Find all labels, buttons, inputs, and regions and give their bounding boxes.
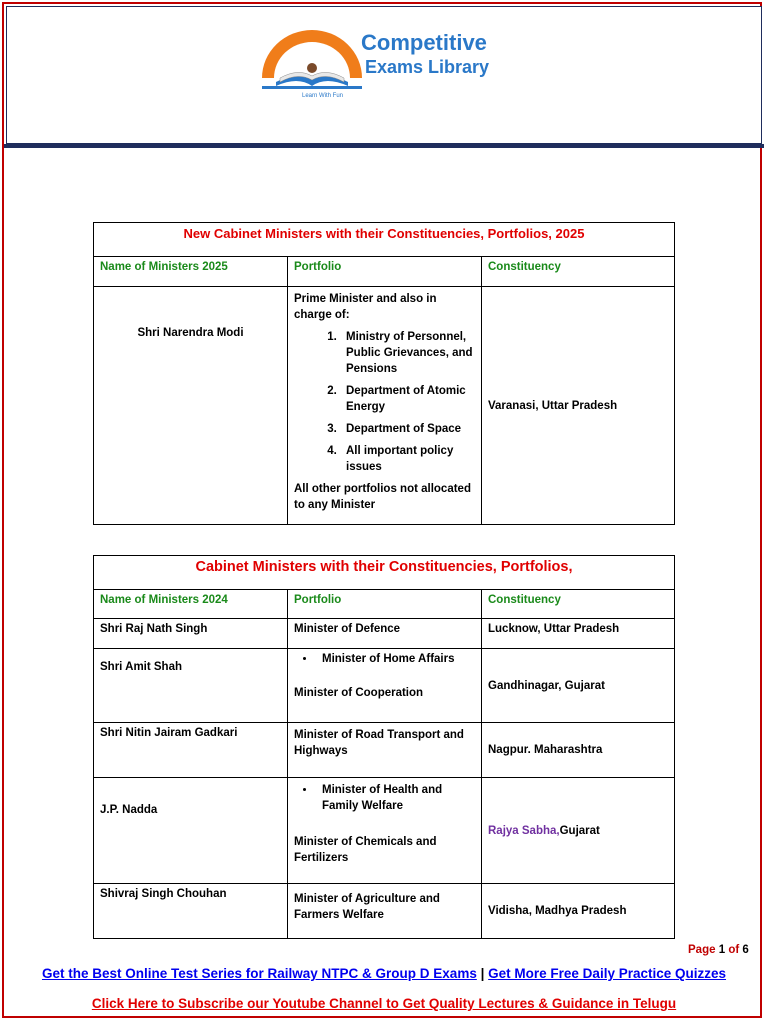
constituency-cell: Nagpur. Maharashtra [482,723,675,778]
minister-name: Shri Nitin Jairam Gadkari [94,723,288,778]
list-item: 4. All important policy issues [340,443,475,475]
list-item: • Minister of Health and Family Welfare [316,782,475,814]
portfolio-cell [288,287,482,525]
column-header-name: Name of Ministers 2024 [94,590,288,619]
portfolio-cell: Minister of Defence [288,619,482,649]
logo-tagline: Learn With Fun [302,93,344,99]
page-current: 1 [718,944,726,956]
portfolio-cell: Minister of Road Transport and Highways [288,723,482,778]
page-label: Page [688,944,716,956]
page-number [688,944,749,956]
list-item: 1. Ministry of Personnel, Public Grievances, and Pensions [340,329,475,377]
portfolio-extra: Minister of Cooperation [294,687,424,699]
portfolio-cell [288,649,482,723]
portfolio-list [294,653,475,665]
footer-youtube [0,996,768,1011]
new-cabinet-table [93,222,675,525]
portfolio-outro: All other portfolios not allocated to any Minister [294,483,471,511]
portfolio-extra: Minister of Chemicals and Fertilizers [294,836,437,864]
table-row [94,723,675,778]
constituency-cell: Gandhinagar, Gujarat [482,649,675,723]
minister-name: Shri Raj Nath Singh [94,619,288,649]
header-divider [4,144,764,148]
logo-line-2: Exams Library [365,57,490,77]
constituency-state: Gujarat [559,824,600,837]
table-title: Cabinet Ministers with their Constituencies, Portfolios, [94,556,675,590]
practice-quizzes-link[interactable]: Get More Free Daily Practice Quizzes [488,966,727,981]
constituency-house: Rajya Sabha, [488,824,560,837]
portfolio-cell [288,778,482,884]
table-title: New Cabinet Ministers with their Constituencies, Portfolios, 2025 [94,223,675,257]
column-header-portfolio: Portfolio [288,257,482,287]
link-separator: | [480,966,485,981]
column-header-constituency: Constituency [482,590,675,619]
constituency-cell: Varanasi, Uttar Pradesh [482,287,675,525]
minister-name: J.P. Nadda [94,778,288,884]
page-of: of [728,944,740,956]
portfolio-list [294,329,475,475]
minister-name: Shri Amit Shah [94,649,288,723]
list-item: 3. Department of Space [340,421,475,437]
portfolio-cell: Minister of Agriculture and Farmers Welfare [288,884,482,939]
list-item: • Minister of Home Affairs [316,653,475,665]
constituency-cell [482,778,675,884]
table-row [94,884,675,939]
logo-line-1: Competitive [361,30,487,55]
constituency-cell: Lucknow, Uttar Pradesh [482,619,675,649]
test-series-link[interactable]: Get the Best Online Test Series for Railway NTPC & Group D Exams [41,966,477,981]
portfolio-list [294,782,475,814]
column-header-name: Name of Ministers 2025 [94,257,288,287]
footer-links [0,966,768,981]
list-item: 2. Department of Atomic Energy [340,383,475,415]
page-total: 6 [742,944,749,956]
minister-name: Shri Narendra Modi [94,287,288,525]
youtube-subscribe-link[interactable]: Click Here to Subscribe our Youtube Channel to Get Quality Lectures & Guidance in Telugu [91,996,677,1011]
column-header-portfolio: Portfolio [288,590,482,619]
constituency-cell: Vidisha, Madhya Pradesh [482,884,675,939]
minister-name: Shivraj Singh Chouhan [94,884,288,939]
column-header-constituency: Constituency [482,257,675,287]
logo-wordmark [361,30,489,78]
table-row [94,778,675,884]
table-row [94,649,675,723]
portfolio-intro: Prime Minister and also in charge of: [294,293,437,321]
table-row [94,619,675,649]
cabinet-table [93,555,675,939]
